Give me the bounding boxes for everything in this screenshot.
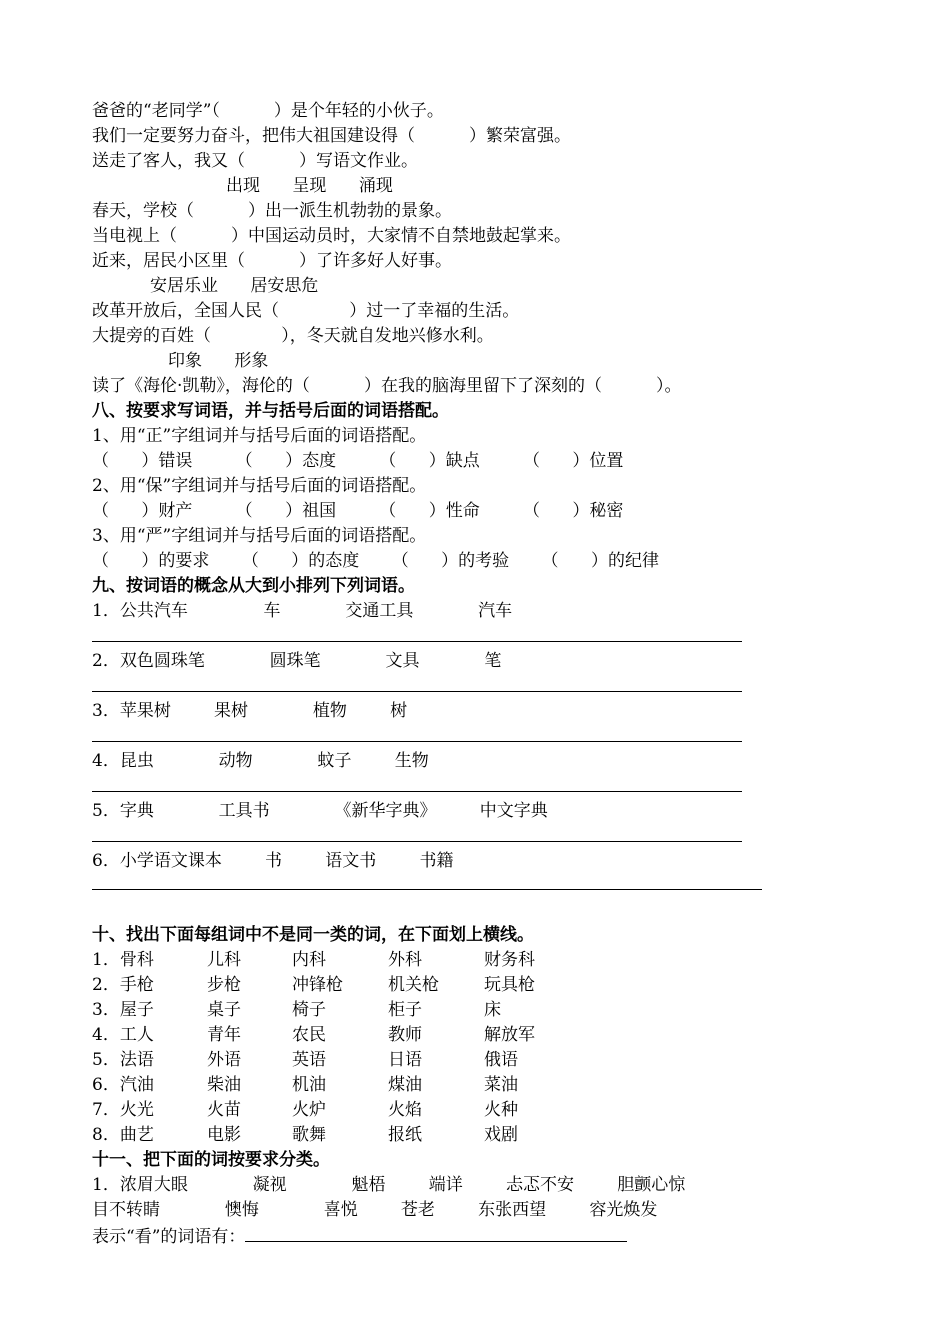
section-11-prompt: 表示“看”的词语有： <box>92 1227 246 1247</box>
sentence-2: 我们一定要努力奋斗，把伟大祖国建设得（ ）繁荣富强。 <box>92 126 572 146</box>
answer-line-look-words[interactable] <box>245 1225 627 1242</box>
section-10-word[interactable]: 电影 <box>207 1125 241 1145</box>
section-11-line-2: 目不转睛 懊悔 喜悦 苍老 东张西望 容光焕发 <box>92 1200 658 1220</box>
sentence-8: 大提旁的百姓（ ），冬天就自发地兴修水利。 <box>92 326 494 346</box>
answer-line-3[interactable] <box>92 741 742 742</box>
section-9-item-6: 6．小学语文课本 书 语文书 书籍 <box>92 851 454 871</box>
section-10-word[interactable]: 3．屋子 <box>92 1000 154 1020</box>
sentence-6: 近来，居民小区里（ ）了许多好人好事。 <box>92 251 453 271</box>
section-10-word[interactable]: 1．骨科 <box>92 950 154 970</box>
word-options-3: 印象 形象 <box>168 351 269 371</box>
section-10-word[interactable]: 玩具枪 <box>484 975 535 995</box>
section-10-word[interactable]: 机关枪 <box>388 975 439 995</box>
answer-line-4[interactable] <box>92 791 742 792</box>
section-10-word[interactable]: 6．汽油 <box>92 1075 154 1095</box>
section-10-word[interactable]: 内科 <box>292 950 326 970</box>
answer-line-2[interactable] <box>92 691 742 692</box>
section-10-word[interactable]: 2．手枪 <box>92 975 154 995</box>
sentence-1: 爸爸的“老同学”（ ）是个年轻的小伙子。 <box>92 101 444 121</box>
section-10-word[interactable]: 教师 <box>388 1025 422 1045</box>
section-11-line-1: 1．浓眉大眼 凝视 魁梧 端详 忐忑不安 胆颤心惊 <box>92 1175 686 1195</box>
word-options-2: 安居乐业 居安思危 <box>150 276 319 296</box>
section-10-word[interactable]: 柴油 <box>207 1075 241 1095</box>
word-options-1: 出现 呈现 涌现 <box>226 176 393 196</box>
section-9-title: 九、按词语的概念从大到小排列下列词语。 <box>92 576 415 596</box>
section-8-q1-items: （ ）错误 （ ）态度 （ ）缺点 （ ）位置 <box>92 451 624 471</box>
section-9-item-4: 4．昆虫 动物 蚊子 生物 <box>92 751 429 771</box>
section-10-word[interactable]: 英语 <box>292 1050 326 1070</box>
section-8-q1: 1、用“正”字组词并与括号后面的词语搭配。 <box>92 426 427 446</box>
sentence-9: 读了《海伦·凯勒》，海伦的（ ）在我的脑海里留下了深刻的（ ）。 <box>92 376 682 396</box>
sentence-7: 改革开放后，全国人民（ ）过一了幸福的生活。 <box>92 301 520 321</box>
answer-line-1[interactable] <box>92 641 742 642</box>
section-10-word[interactable]: 戏剧 <box>484 1125 518 1145</box>
section-8-q3-items: （ ）的要求 （ ）的态度 （ ）的考验 （ ）的纪律 <box>92 551 659 571</box>
answer-line-5[interactable] <box>92 841 742 842</box>
section-8-title: 八、按要求写词语，并与括号后面的词语搭配。 <box>92 401 449 421</box>
section-10-word[interactable]: 床 <box>484 1000 501 1020</box>
section-8-q2-items: （ ）财产 （ ）祖国 （ ）性命 （ ）秘密 <box>92 501 624 521</box>
section-10-word[interactable]: 火焰 <box>388 1100 422 1120</box>
section-10-word[interactable]: 农民 <box>292 1025 326 1045</box>
section-10-word[interactable]: 火炉 <box>292 1100 326 1120</box>
section-10-word[interactable]: 5．法语 <box>92 1050 154 1070</box>
section-10-word[interactable]: 步枪 <box>207 975 241 995</box>
section-10-word[interactable]: 歌舞 <box>292 1125 326 1145</box>
section-10-word[interactable]: 柜子 <box>388 1000 422 1020</box>
sentence-3: 送走了客人，我又（ ）写语文作业。 <box>92 151 419 171</box>
section-10-word[interactable]: 财务科 <box>484 950 535 970</box>
section-8-q2: 2、用“保”字组词并与括号后面的词语搭配。 <box>92 476 427 496</box>
section-9-item-5: 5．字典 工具书 《新华字典》 中文字典 <box>92 801 548 821</box>
section-10-word[interactable]: 外科 <box>388 950 422 970</box>
section-10-word[interactable]: 7．火光 <box>92 1100 154 1120</box>
section-10-word[interactable]: 菜油 <box>484 1075 518 1095</box>
section-10-word[interactable]: 日语 <box>388 1050 422 1070</box>
section-9-item-1: 1．公共汽车 车 交通工具 汽车 <box>92 601 513 621</box>
section-9-item-2: 2．双色圆珠笔 圆珠笔 文具 笔 <box>92 651 502 671</box>
section-9-item-3: 3．苹果树 果树 植物 树 <box>92 701 408 721</box>
section-10-word[interactable]: 煤油 <box>388 1075 422 1095</box>
section-10-word[interactable]: 冲锋枪 <box>292 975 343 995</box>
section-10-word[interactable]: 青年 <box>207 1025 241 1045</box>
answer-line-6[interactable] <box>92 889 762 890</box>
section-10-word[interactable]: 4．工人 <box>92 1025 154 1045</box>
section-10-word[interactable]: 外语 <box>207 1050 241 1070</box>
section-10-word[interactable]: 火苗 <box>207 1100 241 1120</box>
section-8-q3: 3、用“严”字组词并与括号后面的词语搭配。 <box>92 526 427 546</box>
section-10-word[interactable]: 机油 <box>292 1075 326 1095</box>
section-10-word[interactable]: 俄语 <box>484 1050 518 1070</box>
section-10-word[interactable]: 儿科 <box>207 950 241 970</box>
section-10-word[interactable]: 椅子 <box>292 1000 326 1020</box>
section-11-prompt-row <box>92 1225 627 1247</box>
section-11-title: 十一、把下面的词按要求分类。 <box>92 1150 330 1170</box>
section-10-word[interactable]: 解放军 <box>484 1025 535 1045</box>
section-10-word[interactable]: 桌子 <box>207 1000 241 1020</box>
section-10-word[interactable]: 8．曲艺 <box>92 1125 154 1145</box>
section-10-word[interactable]: 报纸 <box>388 1125 422 1145</box>
section-10-title: 十、找出下面每组词中不是同一类的词，在下面划上横线。 <box>92 925 534 945</box>
section-10-word[interactable]: 火种 <box>484 1100 518 1120</box>
sentence-4: 春天，学校（ ）出一派生机勃勃的景象。 <box>92 201 453 221</box>
sentence-5: 当电视上（ ）中国运动员时，大家情不自禁地鼓起掌来。 <box>92 226 572 246</box>
